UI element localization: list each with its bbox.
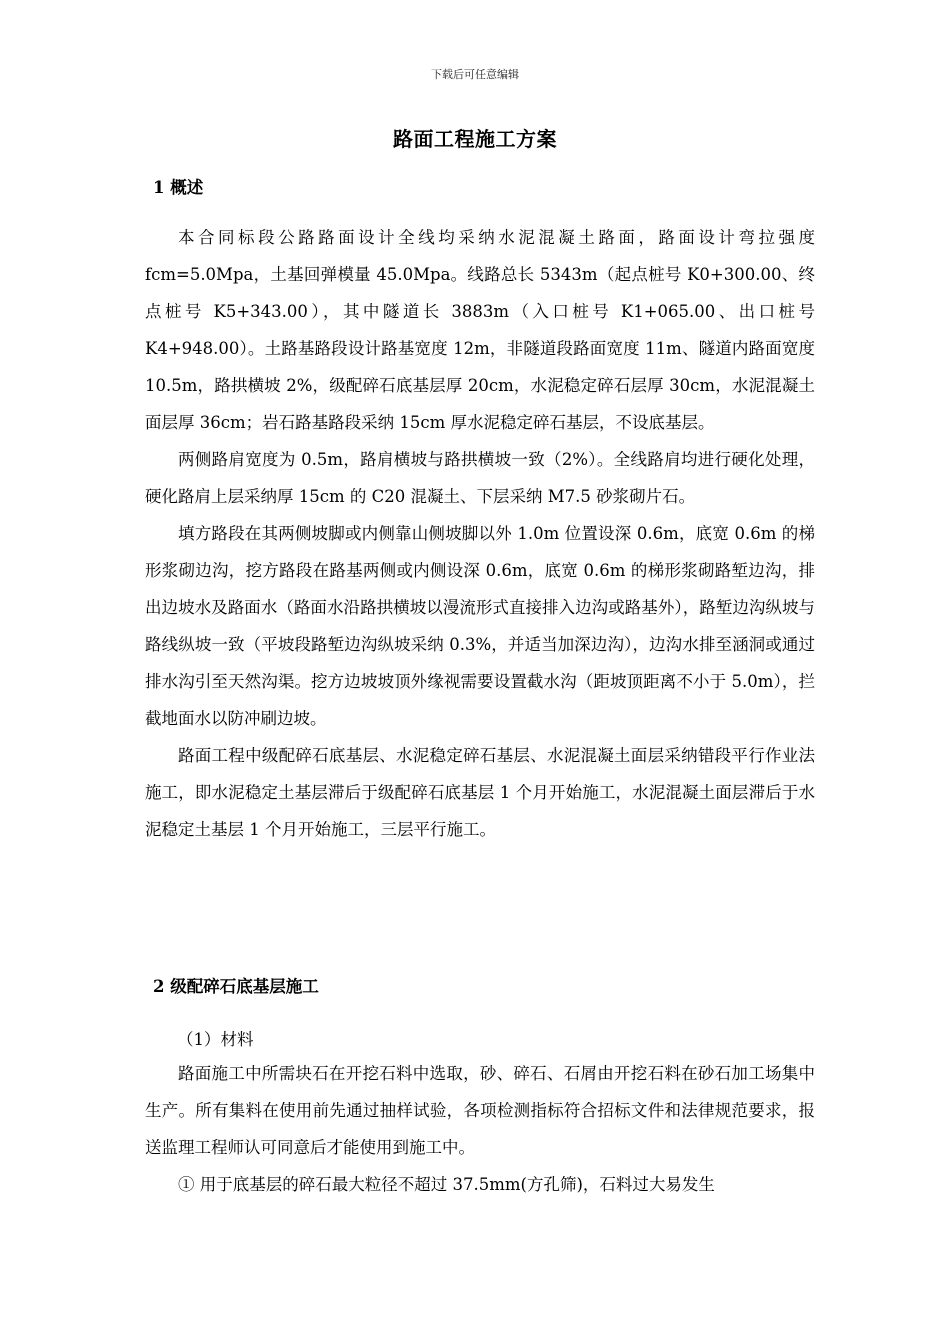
paragraph: 本合同标段公路路面设计全线均采纳水泥混凝土路面，路面设计弯拉强度 fcm=5.0Mpa，土基回弹模量 45.0Mpa。线路总长 5343m（起点桩号 K0+300.00、终点桩号 K5+343.00），其中隧道长 3883m（入口桩号 K1+065.00、出口桩号 K4+948.00）。土路基路段设计路基宽度 12m，非隧道段路面宽度 11m、隧道内路面宽度 10.5m，路拱横坡 2%，级配碎石底基层厚 20cm，水泥稳定碎石层厚 30cm，水泥混凝土面层厚 36cm；岩石路基路段采纳 15cm 厚水泥稳定碎石基层，不设底基层。 <box>145 228 815 432</box>
paragraph: 路面施工中所需块石在开挖石料中选取，砂、碎石、石屑由开挖石料在砂石加工场集中生产。所有集料在使用前先通过抽样试验，各项检测指标符合招标文件和法律规范要求，报送监理工程师认可同意后才能使用到施工中。 <box>145 1064 815 1157</box>
paragraph: 路面工程中级配碎石底基层、水泥稳定碎石基层、水泥混凝土面层采纳错段平行作业法施工，即水泥稳定土基层滞后于级配碎石底基层 1 个月开始施工，水泥混凝土面层滞后于水泥稳定土基层 1 个月开始施工，三层平行施工。 <box>145 746 815 839</box>
paragraph: 填方路段在其两侧坡脚或内侧靠山侧坡脚以外 1.0m 位置设深 0.6m，底宽 0.6m 的梯形浆砌边沟，挖方路段在路基两侧或内侧设深 0.6m，底宽 0.6m 的梯形浆砌路堑边沟，排出边坡水及路面水（路面水沿路拱横坡以漫流形式直接排入边沟或路基外），路堑边沟纵坡与路线纵坡一致（平坡段路堑边沟纵坡采纳 0.3%，并适当加深边沟），边沟水排至涵洞或通过排水沟引至天然沟渠。挖方边坡坡顶外缘视需要设置截水沟（距坡顶距离不小于 5.0m），拦截地面水以防冲刷边坡。 <box>145 524 815 728</box>
page-header: 下载后可任意编辑 <box>431 68 519 81</box>
section-body-base-layer <box>145 1055 815 1203</box>
section-heading-base-layer: 2 级配碎石底基层施工 <box>153 977 319 996</box>
section-heading-overview: 1 概述 <box>153 178 204 197</box>
document-title: 路面工程施工方案 <box>393 127 557 151</box>
paragraph: ① 用于底基层的碎石最大粒径不超过 37.5mm(方孔筛)，石料过大易发生 <box>178 1175 715 1194</box>
subheading-materials: （1）材料 <box>177 1030 254 1049</box>
section-body-overview <box>145 219 815 848</box>
paragraph: 两侧路肩宽度为 0.5m，路肩横坡与路拱横坡一致（2%）。全线路肩均进行硬化处理，硬化路肩上层采纳厚 15cm 的 C20 混凝土、下层采纳 M7.5 砂浆砌片石。 <box>145 450 815 506</box>
